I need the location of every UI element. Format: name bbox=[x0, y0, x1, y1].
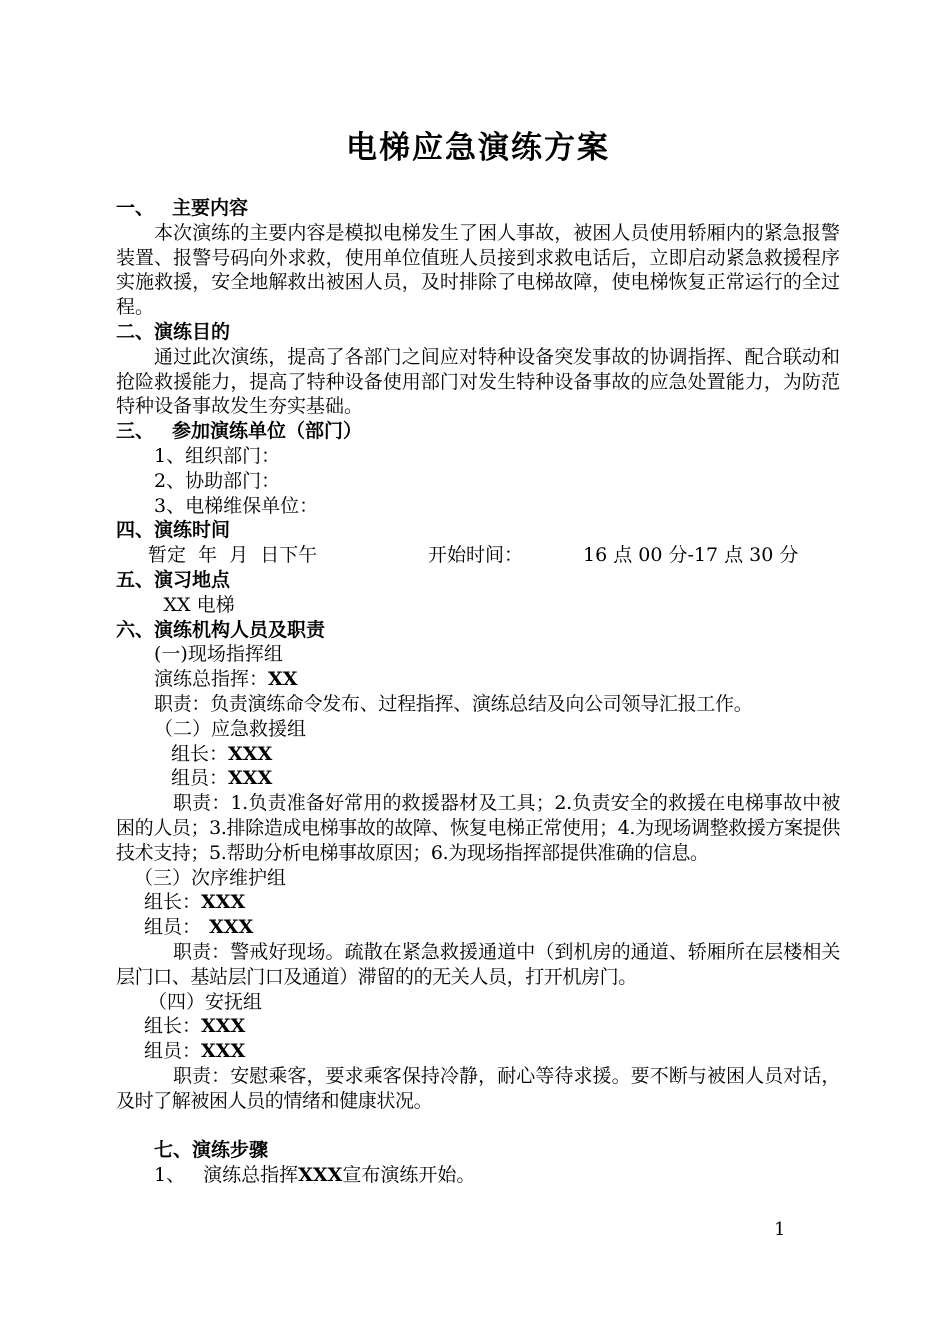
commander-line: 演练总指挥：XX bbox=[154, 668, 298, 691]
drill-time: 16 点 00 分-17 点 30 分 bbox=[583, 544, 799, 567]
group-name-3: （三）次序维护组 bbox=[134, 866, 287, 889]
section-heading-3: 三、 参加演练单位（部门） bbox=[116, 420, 363, 443]
section-heading-1: 一、 主要内容 bbox=[116, 197, 249, 219]
group-member-2: 组员：XXX bbox=[171, 767, 273, 790]
group-leader-4: 组长：XXX bbox=[144, 1015, 246, 1038]
group-duty-2: 职责：1.负责准备好常用的救援器材及工具；2.负责安全的救援在电梯事故中被困的人员；3.排除造成电梯事故的故障、恢复电梯正常使用；4.为现场调整救援方案提供技术支持；5.帮助分析电梯事故原因；6.为现场指挥部提供准确的信息。 bbox=[116, 792, 840, 864]
drill-place: XX 电梯 bbox=[163, 593, 235, 616]
section-body-1: 本次演练的主要内容是模拟电梯发生了困人事故，被困人员使用轿厢内的紧急报警装置、报警号码向外求救，使用单位值班人员接到求救电话后，立即启动紧急救援程序实施救援，安全地解救出被困人员，及时排除了电梯故障，使电梯恢复正常运行的全过程。 bbox=[116, 221, 840, 319]
document-title: 电梯应急演练方案 bbox=[346, 130, 610, 166]
spacer bbox=[116, 1113, 840, 1138]
group-name-4: （四）安抚组 bbox=[148, 990, 263, 1013]
section-heading-2: 二、演练目的 bbox=[116, 320, 231, 343]
group-leader-3: 组长：XXX bbox=[144, 891, 246, 914]
group-name-2: （二）应急救援组 bbox=[154, 717, 307, 740]
unit-item: 1、组织部门： bbox=[154, 444, 281, 467]
section-heading-4: 四、演练时间 bbox=[116, 519, 231, 542]
section-heading-6: 六、演练机构人员及职责 bbox=[116, 618, 326, 641]
group-duty-4: 职责：安慰乘客，要求乘客保持冷静，耐心等待求援。要不断与被困人员对话，及时了解被困人员的情绪和健康状况。 bbox=[116, 1064, 840, 1112]
unit-item: 3、电梯维保单位： bbox=[154, 494, 319, 517]
group-member-3: 组员： XXX bbox=[144, 916, 254, 939]
page-number: 1 bbox=[774, 1219, 786, 1240]
group-leader-2: 组长：XXX bbox=[171, 742, 273, 765]
unit-item: 2、协助部门： bbox=[154, 469, 281, 492]
step-1: 1、 演练总指挥XXX宣布演练开始。 bbox=[154, 1164, 476, 1187]
drill-date: 暂定 年 月 日下午 bbox=[148, 544, 318, 567]
drill-time-line bbox=[116, 543, 840, 568]
start-time-label: 开始时间： bbox=[428, 544, 524, 567]
group-name-1: (一)现场指挥组 bbox=[154, 643, 283, 666]
group-duty-1: 职责：负责演练命令发布、过程指挥、演练总结及向公司领导汇报工作。 bbox=[154, 692, 753, 715]
group-member-4: 组员：XXX bbox=[144, 1040, 246, 1063]
section-body-2: 通过此次演练，提高了各部门之间应对特种设备突发事故的协调指挥、配合联动和抢险救援能力，提高了特种设备使用部门对发生特种设备事故的应急处置能力，为防范特种设备事故发生夯实基础。 bbox=[116, 345, 840, 418]
section-heading-7: 七、演练步骤 bbox=[154, 1139, 269, 1162]
section-heading-5: 五、演习地点 bbox=[116, 568, 231, 591]
group-duty-3: 职责：警戒好现场。疏散在紧急救援通道中（到机房的通道、轿厢所在层楼相关层门口、基站层门口及通道）滞留的的无关人员，打开机房门。 bbox=[116, 940, 840, 988]
document-body bbox=[116, 196, 840, 1188]
